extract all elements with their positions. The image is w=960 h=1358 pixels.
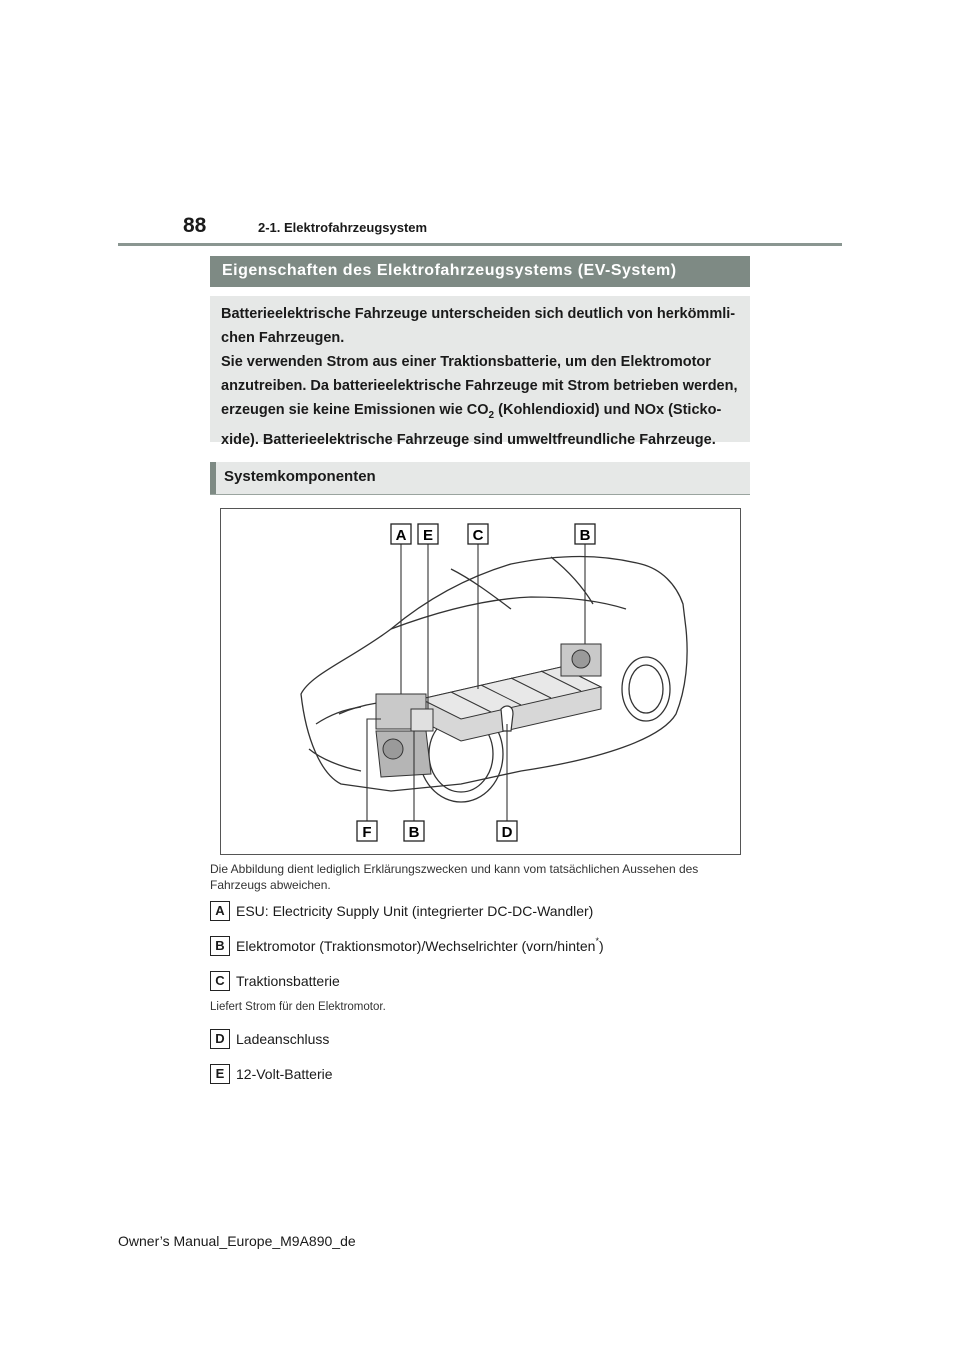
figure-caption: Die Abbildung dient lediglich Erklärungszwecken und kann vom tatsächlichen Aussehen des Fahrzeugs abweichen. <box>210 862 699 892</box>
label-b-bottom: B <box>408 824 420 841</box>
component-text-d: Ladeanschluss <box>236 1031 330 1047</box>
main-heading <box>210 256 750 287</box>
component-item-c <box>210 971 340 991</box>
label-a: A <box>395 527 407 544</box>
component-text-a: ESU: Electricity Supply Unit (integrierter DC-DC-Wandler) <box>236 903 594 919</box>
component-badge-c: C <box>210 971 230 991</box>
component-text-c: Traktionsbatterie <box>236 973 340 989</box>
intro-p2-text: Sie verwenden Strom aus einer Traktionsbatterie, um den Elektromotor anzutreiben. Da batterieelektrische Fahrzeuge mit Strom betrieben werden, erzeugen sie keine Emissionen wie CO <box>221 354 738 418</box>
section-title: 2-1. Elektrofahrzeugsystem <box>258 220 428 235</box>
label-box-a <box>391 524 411 544</box>
component-item-a <box>210 901 593 921</box>
footnote-marker: * <box>595 936 599 947</box>
label-box-b-top <box>575 524 595 544</box>
component-text-b: Elektromotor (Traktionsmotor)/Wechselrichter (vorn/hinten <box>236 938 596 954</box>
label-f: F <box>362 824 372 841</box>
main-heading-text: Eigenschaften des Elektrofahrzeugsystems (EV-System) <box>222 262 677 279</box>
sub-heading <box>210 462 750 495</box>
vehicle-diagram <box>221 509 740 854</box>
co2-subscript: 2 <box>488 409 495 421</box>
label-e: E <box>422 527 434 544</box>
label-box-c <box>468 524 488 544</box>
component-text-b-end: ) <box>598 938 604 954</box>
intro-paragraph-2 <box>221 350 746 452</box>
label-c: C <box>472 527 484 544</box>
label-box-b-bottom <box>404 821 424 841</box>
header-divider <box>118 243 842 246</box>
component-item-b <box>210 936 604 956</box>
page-number: 88 <box>183 214 207 237</box>
label-d: D <box>501 824 513 841</box>
component-note-c: Liefert Strom für den Elektromotor. <box>210 1001 386 1013</box>
sub-heading-bar <box>210 462 216 494</box>
label-box-d <box>497 821 517 841</box>
component-badge-d: D <box>210 1029 230 1049</box>
intro-p2-text-end: (Kohlendioxid) und NOx (Sticko-xide). Batterieelektrische Fahrzeuge sind umweltfreundliche Fahrzeuge. <box>221 402 722 448</box>
label-box-e <box>418 524 438 544</box>
component-badge-b: B <box>210 936 230 956</box>
vehicle-illustration <box>220 508 741 855</box>
label-box-f <box>357 821 377 841</box>
intro-paragraph-1: Batterieelektrische Fahrzeuge unterscheiden sich deutlich von herkömmli-chen Fahrzeugen. <box>221 306 736 346</box>
component-badge-a: A <box>210 901 230 921</box>
sub-heading-text: Systemkomponenten <box>224 468 376 485</box>
component-item-e <box>210 1064 333 1084</box>
component-badge-e: E <box>210 1064 230 1084</box>
intro-box <box>210 296 750 448</box>
page-footer: Owner’s Manual_Europe_M9A890_de <box>118 1233 356 1249</box>
component-item-d <box>210 1029 329 1049</box>
component-text-e: 12-Volt-Batterie <box>236 1066 333 1082</box>
label-b-top: B <box>579 527 591 544</box>
